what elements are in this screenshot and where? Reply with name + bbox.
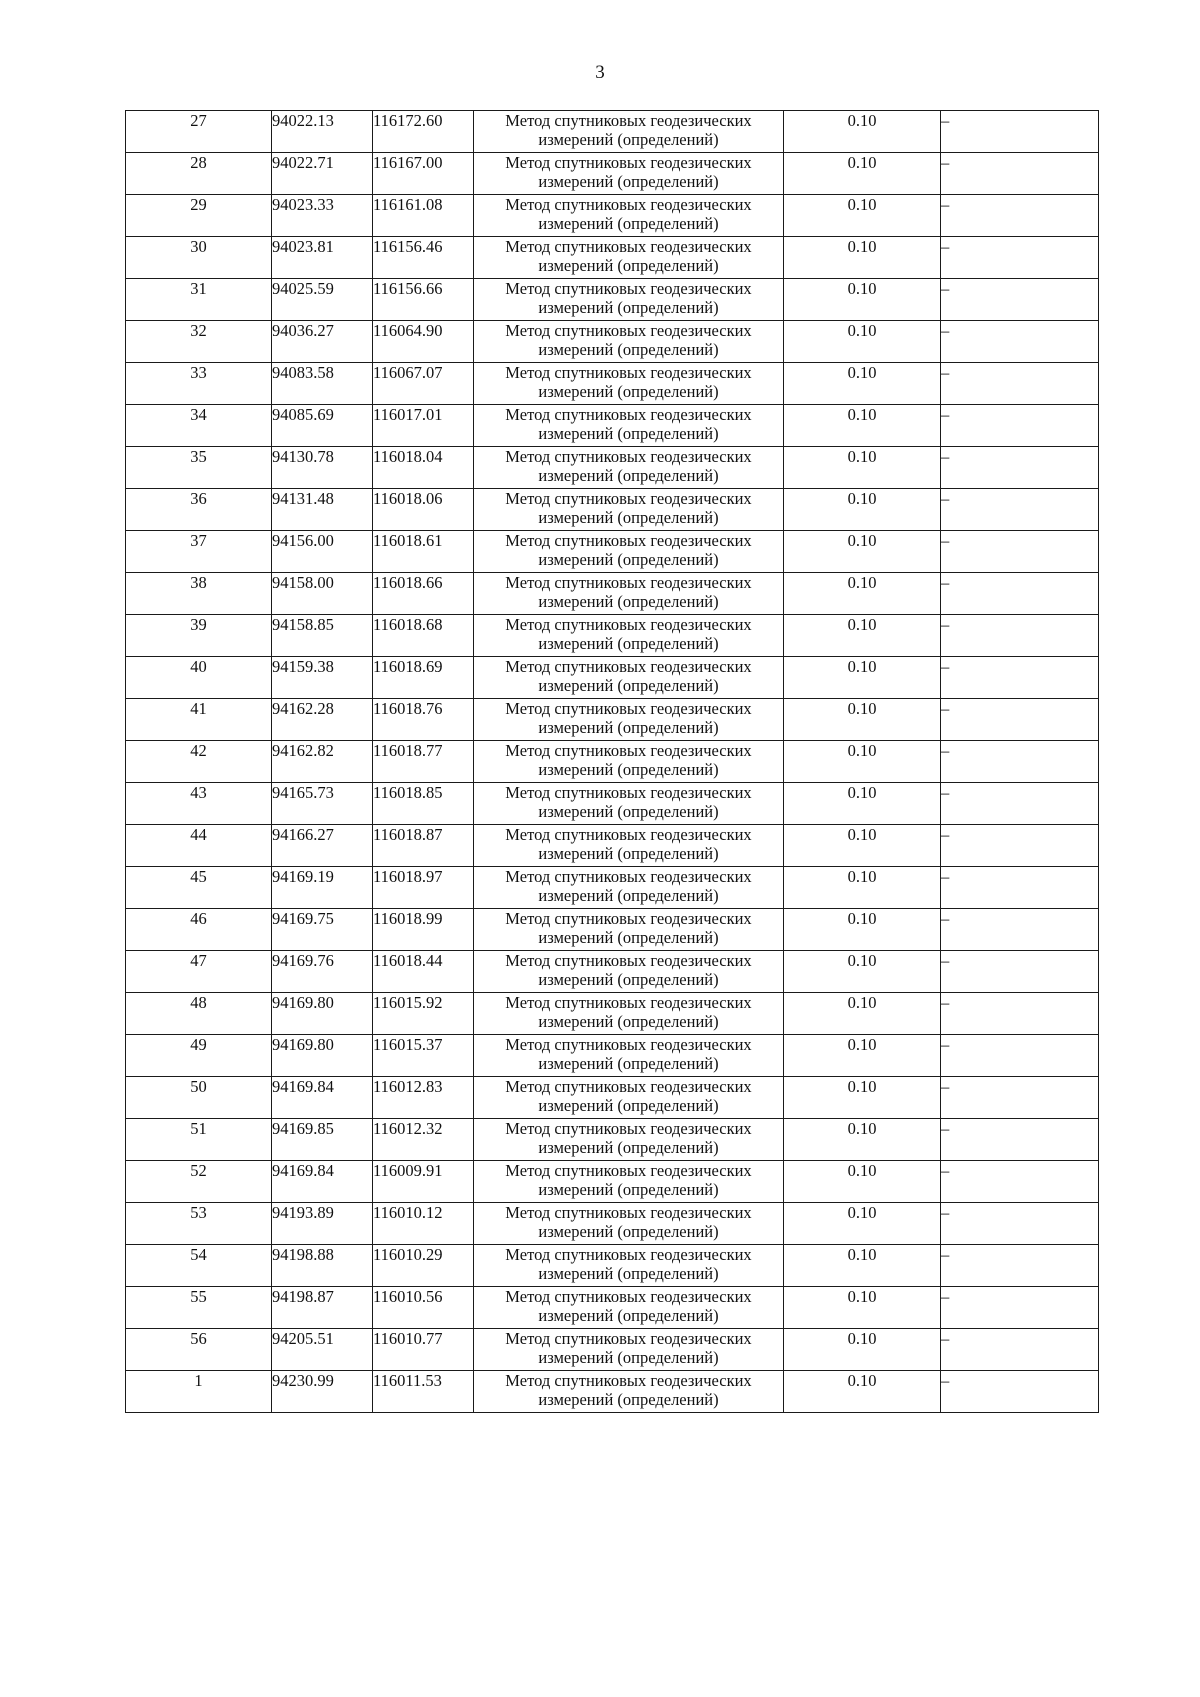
note-cell: – — [941, 447, 1099, 489]
accuracy-cell: 0.10 — [784, 111, 941, 153]
accuracy-cell: 0.10 — [784, 1077, 941, 1119]
note-cell: – — [941, 405, 1099, 447]
note-cell: – — [941, 615, 1099, 657]
point-number-cell: 53 — [126, 1203, 272, 1245]
method-cell — [474, 783, 784, 825]
method-line-2: измерений (определений) — [538, 676, 719, 695]
accuracy-cell: 0.10 — [784, 489, 941, 531]
y-coordinate-cell: 116010.77 — [373, 1329, 474, 1371]
point-number-cell: 43 — [126, 783, 272, 825]
y-coordinate-cell: 116010.29 — [373, 1245, 474, 1287]
method-line-2: измерений (определений) — [538, 1096, 719, 1115]
note-cell: – — [941, 699, 1099, 741]
point-number-cell: 30 — [126, 237, 272, 279]
point-number-cell: 40 — [126, 657, 272, 699]
note-cell: – — [941, 321, 1099, 363]
x-coordinate-cell: 94198.88 — [272, 1245, 373, 1287]
table-row — [126, 279, 1099, 321]
y-coordinate-cell: 116156.66 — [373, 279, 474, 321]
method-line-1: Метод спутниковых геодезических — [505, 573, 752, 592]
method-line-1: Метод спутниковых геодезических — [505, 363, 752, 382]
y-coordinate-cell: 116161.08 — [373, 195, 474, 237]
note-cell: – — [941, 741, 1099, 783]
method-line-2: измерений (определений) — [538, 1390, 719, 1409]
y-coordinate-cell: 116018.69 — [373, 657, 474, 699]
method-cell — [474, 531, 784, 573]
accuracy-cell: 0.10 — [784, 1119, 941, 1161]
table-row — [126, 825, 1099, 867]
table-row — [126, 993, 1099, 1035]
y-coordinate-cell: 116018.68 — [373, 615, 474, 657]
accuracy-cell: 0.10 — [784, 237, 941, 279]
method-line-1: Метод спутниковых геодезических — [505, 1245, 752, 1264]
accuracy-cell: 0.10 — [784, 1035, 941, 1077]
x-coordinate-cell: 94230.99 — [272, 1371, 373, 1413]
method-line-2: измерений (определений) — [538, 844, 719, 863]
method-line-2: измерений (определений) — [538, 1222, 719, 1241]
point-number-cell: 50 — [126, 1077, 272, 1119]
table-row — [126, 951, 1099, 993]
method-line-2: измерений (определений) — [538, 382, 719, 401]
method-cell — [474, 1035, 784, 1077]
table-row — [126, 195, 1099, 237]
method-line-1: Метод спутниковых геодезических — [505, 279, 752, 298]
x-coordinate-cell: 94169.84 — [272, 1161, 373, 1203]
table-row — [126, 573, 1099, 615]
note-cell: – — [941, 1119, 1099, 1161]
method-line-1: Метод спутниковых геодезических — [505, 153, 752, 172]
method-line-2: измерений (определений) — [538, 550, 719, 569]
y-coordinate-cell: 116018.61 — [373, 531, 474, 573]
table-row — [126, 1287, 1099, 1329]
y-coordinate-cell: 116156.46 — [373, 237, 474, 279]
note-cell: – — [941, 279, 1099, 321]
table-row — [126, 1035, 1099, 1077]
table-row — [126, 321, 1099, 363]
method-line-1: Метод спутниковых геодезических — [505, 1371, 752, 1390]
method-cell — [474, 237, 784, 279]
point-number-cell: 34 — [126, 405, 272, 447]
method-line-1: Метод спутниковых геодезических — [505, 951, 752, 970]
note-cell: – — [941, 1203, 1099, 1245]
x-coordinate-cell: 94131.48 — [272, 489, 373, 531]
y-coordinate-cell: 116010.12 — [373, 1203, 474, 1245]
method-line-2: измерений (определений) — [538, 1012, 719, 1031]
point-number-cell: 33 — [126, 363, 272, 405]
accuracy-cell: 0.10 — [784, 531, 941, 573]
method-cell — [474, 1119, 784, 1161]
method-line-1: Метод спутниковых геодезических — [505, 1161, 752, 1180]
method-line-2: измерений (определений) — [538, 298, 719, 317]
coordinates-table — [125, 110, 1099, 1413]
method-line-1: Метод спутниковых геодезических — [505, 699, 752, 718]
note-cell: – — [941, 909, 1099, 951]
method-line-2: измерений (определений) — [538, 214, 719, 233]
y-coordinate-cell: 116018.76 — [373, 699, 474, 741]
method-cell — [474, 1161, 784, 1203]
note-cell: – — [941, 1161, 1099, 1203]
table-row — [126, 1119, 1099, 1161]
table-row — [126, 867, 1099, 909]
point-number-cell: 36 — [126, 489, 272, 531]
accuracy-cell: 0.10 — [784, 321, 941, 363]
point-number-cell: 38 — [126, 573, 272, 615]
note-cell: – — [941, 1077, 1099, 1119]
y-coordinate-cell: 116172.60 — [373, 111, 474, 153]
method-line-1: Метод спутниковых геодезических — [505, 237, 752, 256]
accuracy-cell: 0.10 — [784, 1371, 941, 1413]
y-coordinate-cell: 116010.56 — [373, 1287, 474, 1329]
x-coordinate-cell: 94169.80 — [272, 1035, 373, 1077]
method-cell — [474, 741, 784, 783]
table-row — [126, 153, 1099, 195]
y-coordinate-cell: 116018.85 — [373, 783, 474, 825]
y-coordinate-cell: 116011.53 — [373, 1371, 474, 1413]
method-cell — [474, 615, 784, 657]
method-line-1: Метод спутниковых геодезических — [505, 447, 752, 466]
x-coordinate-cell: 94158.00 — [272, 573, 373, 615]
y-coordinate-cell: 116018.99 — [373, 909, 474, 951]
point-number-cell: 48 — [126, 993, 272, 1035]
method-cell — [474, 951, 784, 993]
y-coordinate-cell: 116064.90 — [373, 321, 474, 363]
note-cell: – — [941, 1287, 1099, 1329]
point-number-cell: 31 — [126, 279, 272, 321]
note-cell: – — [941, 867, 1099, 909]
method-cell — [474, 363, 784, 405]
note-cell: – — [941, 1035, 1099, 1077]
point-number-cell: 37 — [126, 531, 272, 573]
table-row — [126, 783, 1099, 825]
y-coordinate-cell: 116018.87 — [373, 825, 474, 867]
x-coordinate-cell: 94169.80 — [272, 993, 373, 1035]
method-line-1: Метод спутниковых геодезических — [505, 867, 752, 886]
method-line-1: Метод спутниковых геодезических — [505, 1203, 752, 1222]
method-line-1: Метод спутниковых геодезических — [505, 825, 752, 844]
x-coordinate-cell: 94022.71 — [272, 153, 373, 195]
note-cell: – — [941, 363, 1099, 405]
method-cell — [474, 195, 784, 237]
y-coordinate-cell: 116018.06 — [373, 489, 474, 531]
note-cell: – — [941, 825, 1099, 867]
accuracy-cell: 0.10 — [784, 1161, 941, 1203]
y-coordinate-cell: 116012.83 — [373, 1077, 474, 1119]
x-coordinate-cell: 94165.73 — [272, 783, 373, 825]
table-row — [126, 531, 1099, 573]
x-coordinate-cell: 94130.78 — [272, 447, 373, 489]
method-cell — [474, 1245, 784, 1287]
method-line-2: измерений (определений) — [538, 760, 719, 779]
accuracy-cell: 0.10 — [784, 657, 941, 699]
method-line-1: Метод спутниковых геодезических — [505, 1035, 752, 1054]
accuracy-cell: 0.10 — [784, 153, 941, 195]
x-coordinate-cell: 94166.27 — [272, 825, 373, 867]
note-cell: – — [941, 1329, 1099, 1371]
table-row — [126, 111, 1099, 153]
y-coordinate-cell: 116167.00 — [373, 153, 474, 195]
method-cell — [474, 321, 784, 363]
note-cell: – — [941, 573, 1099, 615]
table-row — [126, 909, 1099, 951]
accuracy-cell: 0.10 — [784, 1287, 941, 1329]
table-row — [126, 1245, 1099, 1287]
accuracy-cell: 0.10 — [784, 615, 941, 657]
y-coordinate-cell: 116009.91 — [373, 1161, 474, 1203]
point-number-cell: 35 — [126, 447, 272, 489]
note-cell: – — [941, 531, 1099, 573]
method-line-2: измерений (определений) — [538, 718, 719, 737]
point-number-cell: 42 — [126, 741, 272, 783]
method-cell — [474, 1203, 784, 1245]
x-coordinate-cell: 94169.85 — [272, 1119, 373, 1161]
note-cell: – — [941, 993, 1099, 1035]
point-number-cell: 46 — [126, 909, 272, 951]
accuracy-cell: 0.10 — [784, 1245, 941, 1287]
x-coordinate-cell: 94169.76 — [272, 951, 373, 993]
note-cell: – — [941, 657, 1099, 699]
accuracy-cell: 0.10 — [784, 951, 941, 993]
x-coordinate-cell: 94193.89 — [272, 1203, 373, 1245]
method-line-1: Метод спутниковых геодезических — [505, 1077, 752, 1096]
method-cell — [474, 699, 784, 741]
method-line-1: Метод спутниковых геодезических — [505, 111, 752, 130]
accuracy-cell: 0.10 — [784, 909, 941, 951]
table-row — [126, 237, 1099, 279]
y-coordinate-cell: 116018.04 — [373, 447, 474, 489]
method-line-2: измерений (определений) — [538, 802, 719, 821]
point-number-cell: 28 — [126, 153, 272, 195]
x-coordinate-cell: 94162.82 — [272, 741, 373, 783]
accuracy-cell: 0.10 — [784, 363, 941, 405]
method-line-2: измерений (определений) — [538, 466, 719, 485]
accuracy-cell: 0.10 — [784, 447, 941, 489]
method-cell — [474, 1371, 784, 1413]
point-number-cell: 51 — [126, 1119, 272, 1161]
table-row — [126, 1329, 1099, 1371]
method-line-2: измерений (определений) — [538, 340, 719, 359]
table-row — [126, 1077, 1099, 1119]
accuracy-cell: 0.10 — [784, 699, 941, 741]
x-coordinate-cell: 94169.19 — [272, 867, 373, 909]
method-line-1: Метод спутниковых геодезических — [505, 741, 752, 760]
table-row — [126, 1371, 1099, 1413]
table-row — [126, 405, 1099, 447]
method-cell — [474, 153, 784, 195]
method-line-2: измерений (определений) — [538, 1348, 719, 1367]
note-cell: – — [941, 1245, 1099, 1287]
point-number-cell: 47 — [126, 951, 272, 993]
y-coordinate-cell: 116017.01 — [373, 405, 474, 447]
point-number-cell: 45 — [126, 867, 272, 909]
accuracy-cell: 0.10 — [784, 195, 941, 237]
method-cell — [474, 279, 784, 321]
method-line-1: Метод спутниковых геодезических — [505, 531, 752, 550]
table-row — [126, 1203, 1099, 1245]
accuracy-cell: 0.10 — [784, 867, 941, 909]
table-row — [126, 615, 1099, 657]
method-cell — [474, 405, 784, 447]
point-number-cell: 56 — [126, 1329, 272, 1371]
method-cell — [474, 1287, 784, 1329]
table-row — [126, 489, 1099, 531]
table-row — [126, 1161, 1099, 1203]
coordinates-table-body — [126, 111, 1099, 1413]
note-cell: – — [941, 153, 1099, 195]
point-number-cell: 55 — [126, 1287, 272, 1329]
x-coordinate-cell: 94083.58 — [272, 363, 373, 405]
method-line-1: Метод спутниковых геодезических — [505, 195, 752, 214]
accuracy-cell: 0.10 — [784, 741, 941, 783]
y-coordinate-cell: 116015.37 — [373, 1035, 474, 1077]
x-coordinate-cell: 94023.33 — [272, 195, 373, 237]
x-coordinate-cell: 94025.59 — [272, 279, 373, 321]
note-cell: – — [941, 783, 1099, 825]
table-row — [126, 657, 1099, 699]
method-line-1: Метод спутниковых геодезических — [505, 1329, 752, 1348]
accuracy-cell: 0.10 — [784, 783, 941, 825]
method-cell — [474, 657, 784, 699]
x-coordinate-cell: 94205.51 — [272, 1329, 373, 1371]
accuracy-cell: 0.10 — [784, 405, 941, 447]
method-line-2: измерений (определений) — [538, 172, 719, 191]
method-line-2: измерений (определений) — [538, 1264, 719, 1283]
method-line-2: измерений (определений) — [538, 1306, 719, 1325]
method-line-1: Метод спутниковых геодезических — [505, 657, 752, 676]
point-number-cell: 27 — [126, 111, 272, 153]
method-cell — [474, 909, 784, 951]
x-coordinate-cell: 94169.84 — [272, 1077, 373, 1119]
method-line-2: измерений (определений) — [538, 1180, 719, 1199]
x-coordinate-cell: 94036.27 — [272, 321, 373, 363]
method-cell — [474, 111, 784, 153]
y-coordinate-cell: 116018.97 — [373, 867, 474, 909]
method-line-1: Метод спутниковых геодезических — [505, 321, 752, 340]
accuracy-cell: 0.10 — [784, 825, 941, 867]
method-line-2: измерений (определений) — [538, 1054, 719, 1073]
x-coordinate-cell: 94023.81 — [272, 237, 373, 279]
method-cell — [474, 993, 784, 1035]
note-cell: – — [941, 489, 1099, 531]
note-cell: – — [941, 951, 1099, 993]
method-line-1: Метод спутниковых геодезических — [505, 1287, 752, 1306]
method-line-2: измерений (определений) — [538, 592, 719, 611]
method-line-1: Метод спутниковых геодезических — [505, 615, 752, 634]
x-coordinate-cell: 94169.75 — [272, 909, 373, 951]
method-line-2: измерений (определений) — [538, 886, 719, 905]
table-row — [126, 699, 1099, 741]
point-number-cell: 44 — [126, 825, 272, 867]
method-line-2: измерений (определений) — [538, 130, 719, 149]
method-line-2: измерений (определений) — [538, 508, 719, 527]
x-coordinate-cell: 94162.28 — [272, 699, 373, 741]
point-number-cell: 54 — [126, 1245, 272, 1287]
x-coordinate-cell: 94085.69 — [272, 405, 373, 447]
method-cell — [474, 573, 784, 615]
table-row — [126, 447, 1099, 489]
method-line-1: Метод спутниковых геодезических — [505, 405, 752, 424]
point-number-cell: 29 — [126, 195, 272, 237]
note-cell: – — [941, 237, 1099, 279]
method-cell — [474, 489, 784, 531]
x-coordinate-cell: 94156.00 — [272, 531, 373, 573]
x-coordinate-cell: 94158.85 — [272, 615, 373, 657]
y-coordinate-cell: 116015.92 — [373, 993, 474, 1035]
table-row — [126, 363, 1099, 405]
note-cell: – — [941, 195, 1099, 237]
method-cell — [474, 825, 784, 867]
x-coordinate-cell: 94159.38 — [272, 657, 373, 699]
method-line-2: измерений (определений) — [538, 1138, 719, 1157]
note-cell: – — [941, 1371, 1099, 1413]
method-cell — [474, 1077, 784, 1119]
point-number-cell: 32 — [126, 321, 272, 363]
accuracy-cell: 0.10 — [784, 1203, 941, 1245]
accuracy-cell: 0.10 — [784, 573, 941, 615]
y-coordinate-cell: 116067.07 — [373, 363, 474, 405]
y-coordinate-cell: 116012.32 — [373, 1119, 474, 1161]
method-line-2: измерений (определений) — [538, 634, 719, 653]
method-cell — [474, 447, 784, 489]
method-line-2: измерений (определений) — [538, 424, 719, 443]
point-number-cell: 49 — [126, 1035, 272, 1077]
method-line-1: Метод спутниковых геодезических — [505, 1119, 752, 1138]
x-coordinate-cell: 94022.13 — [272, 111, 373, 153]
accuracy-cell: 0.10 — [784, 279, 941, 321]
page-number: 3 — [595, 62, 605, 83]
method-line-1: Метод спутниковых геодезических — [505, 783, 752, 802]
note-cell: – — [941, 111, 1099, 153]
method-line-1: Метод спутниковых геодезических — [505, 909, 752, 928]
point-number-cell: 1 — [126, 1371, 272, 1413]
y-coordinate-cell: 116018.77 — [373, 741, 474, 783]
table-row — [126, 741, 1099, 783]
method-cell — [474, 867, 784, 909]
method-line-2: измерений (определений) — [538, 928, 719, 947]
point-number-cell: 41 — [126, 699, 272, 741]
point-number-cell: 52 — [126, 1161, 272, 1203]
y-coordinate-cell: 116018.44 — [373, 951, 474, 993]
method-line-2: измерений (определений) — [538, 256, 719, 275]
accuracy-cell: 0.10 — [784, 993, 941, 1035]
x-coordinate-cell: 94198.87 — [272, 1287, 373, 1329]
accuracy-cell: 0.10 — [784, 1329, 941, 1371]
point-number-cell: 39 — [126, 615, 272, 657]
method-line-1: Метод спутниковых геодезических — [505, 993, 752, 1012]
method-cell — [474, 1329, 784, 1371]
y-coordinate-cell: 116018.66 — [373, 573, 474, 615]
method-line-1: Метод спутниковых геодезических — [505, 489, 752, 508]
method-line-2: измерений (определений) — [538, 970, 719, 989]
